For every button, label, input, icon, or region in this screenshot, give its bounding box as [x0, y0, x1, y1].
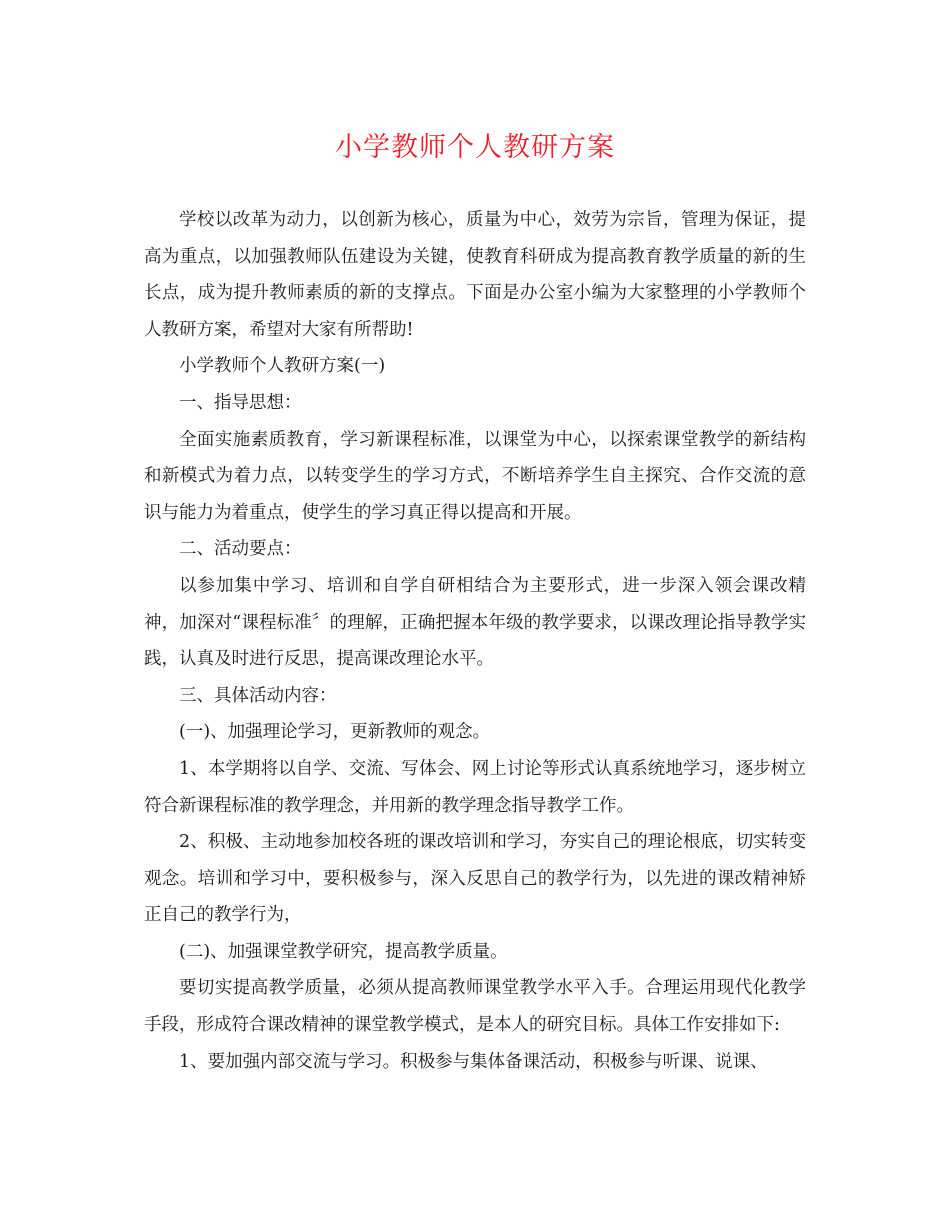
- subheading-theory-study: (一)、加强理论学习，更新教师的观念。: [179, 722, 491, 743]
- section-heading-plan-one: 小学教师个人教研方案(一): [179, 356, 386, 377]
- paragraph-classroom-research: 要切实提高教学质量，必须从提高教师课堂教学水平入手。合理运用现代化教学手段，形成符合课改精神的课堂教学模式，是本人的研究目标。具体工作安排如下:: [144, 978, 806, 1036]
- paragraph-activity-points: 以参加集中学习、培训和自学自研相结合为主要形式，进一步深入领会课改精神，加深对“课程标准〞的理解，正确把握本年级的教学要求，以课改理论指导教学实践，认真及时进行反思，提高课改理论水平。: [144, 575, 806, 670]
- subheading-classroom-research: (二)、加强课堂教学研究，提高教学质量。: [179, 941, 508, 962]
- section-heading-activity-points: 二、活动要点：: [179, 539, 302, 560]
- section-heading-activity-content: 三、具体活动内容：: [179, 685, 337, 706]
- document-title: 小学教师个人教研方案: [335, 132, 615, 163]
- intro-paragraph: 学校以改革为动力，以创新为核心，质量为中心，效劳为宗旨，管理为保证，提高为重点，以加强教师队伍建设为关键，使教育科研成为提高教育教学质量的新的生长点，成为提升教师素质的新的支撑点。下面是办公室小编为大家整理的小学教师个人教研方案，希望对大家有所帮助!: [144, 210, 806, 340]
- section-heading-guiding-ideas: 一、指导思想：: [179, 392, 302, 413]
- document-body: [144, 202, 806, 1080]
- list-item-1: 1、本学期将以自学、交流、写体会、网上讨论等形式认真系统地学习，逐步树立符合新课程标准的教学理念，并用新的教学理念指导教学工作。: [144, 758, 806, 816]
- list-item-2: 2、积极、主动地参加校各班的课改培训和学习，夯实自己的理论根底，切实转变观念。培训和学习中，要积极参与，深入反思自己的教学行为，以先进的课改精神矫正自己的教学行为，: [144, 832, 806, 926]
- list-item-internal-exchange: 1、要加强内部交流与学习。积极参与集体备课活动，积极参与听课、说课、: [179, 1051, 768, 1072]
- paragraph-guiding-ideas: 全面实施素质教育，学习新课程标准，以课堂为中心，以探索课堂教学的新结构和新模式为着力点，以转变学生的学习方式，不断培养学生自主探究、合作交流的意识与能力为着重点，使学生的学习真正得以提高和开展。: [144, 429, 806, 523]
